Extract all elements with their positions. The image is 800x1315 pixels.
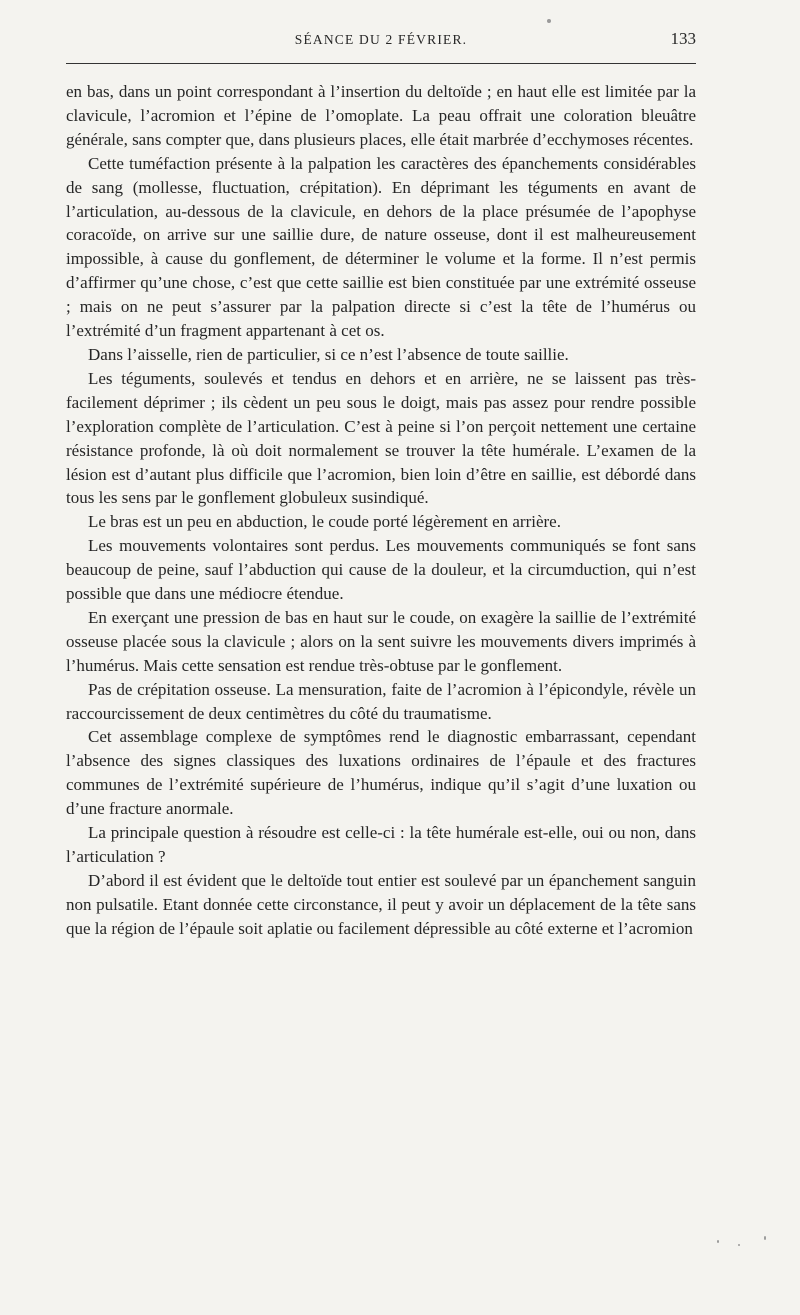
scan-speck — [738, 1244, 740, 1246]
paragraph-10: La principale question à résoudre est celle-ci : la tête humérale est-elle, oui ou non, dans l’articulation ? — [66, 823, 696, 866]
scan-speck — [717, 1240, 719, 1243]
paragraph-2: Cette tuméfaction présente à la palpation les caractères des épanchements considérables de sang (mollesse, fluctuation, crépitation). En déprimant les téguments en avant de l’articulation, au-dessous de la clavicule, en dehors de la place présumée de l’apophyse coracoïde, on arrive sur une saillie dure, de nature osseuse, dont il est malheureusement impossible, à cause du gonflement, de déterminer le volume et la forme. Il n’est permis d’affirmer qu’une chose, c’est que cette saillie est bien constituée par une extrémité osseuse ; mais on ne peut s’assurer par la palpation directe si c’est la tête de l’humérus ou l’extrémité d’un fragment appartenant à cet os. — [66, 153, 696, 341]
paragraph-6: Les mouvements volontaires sont perdus. Les mouvements communiqués se font sans beaucoup de peine, sauf l’abduction qui cause de la douleur, et la circumduction, qui n’est possible que dans une médiocre étendue. — [66, 536, 696, 604]
header-rule — [66, 63, 696, 64]
body-text — [66, 80, 696, 941]
paragraph-3: Dans l’aisselle, rien de particulier, si ce n’est l’absence de toute saillie. — [88, 344, 569, 364]
running-title: SÉANCE DU 2 FÉVRIER. — [294, 32, 468, 47]
scan-speck — [547, 19, 551, 23]
scan-speck — [764, 1236, 766, 1240]
page-header — [66, 28, 696, 58]
paragraph-8: Pas de crépitation osseuse. La mensuration, faite de l’acromion à l’épicondyle, révèle un raccourcissement de deux centimètres du côté du traumatisme. — [66, 679, 696, 723]
paragraph-7: En exerçant une pression de bas en haut sur le coude, on exagère la saillie de l’extrémité osseuse placée sous la clavicule ; alors on la sent suivre les mouvements divers imprimés à l’humérus. Mais cette sensation est rendue très-obtuse par le gonflement. — [66, 607, 696, 675]
paragraph-1: en bas, dans un point correspondant à l’insertion du deltoïde ; en haut elle est limitée par la clavicule, l’acromion et l’épine de l’omoplate. La peau offrait une coloration bleuâtre générale, sans compter que, dans plusieurs places, elle était marbrée d’ecchymoses récentes. — [66, 82, 696, 149]
page-number: 133 — [670, 29, 696, 48]
paragraph-5: Le bras est un peu en abduction, le coude porté légèrement en arrière. — [88, 512, 561, 532]
paragraph-4: Les téguments, soulevés et tendus en dehors et en arrière, ne se laissent pas très-facilement déprimer ; ils cèdent un peu sous le doigt, mais pas assez pour rendre possible l’exploration complète de l’articulation. C’est à peine si l’on perçoit nettement une certaine résistance profonde, là où doit normalement se trouver la tête humérale. L’examen de la lésion est d’autant plus difficile que l’acromion, bien loin d’être en saillie, est débordé dans tous les sens par le gonflement globuleux susindiqué. — [66, 368, 696, 508]
paragraph-11: D’abord il est évident que le deltoïde tout entier est soulevé par un épanchement sanguin non pulsatile. Etant donnée cette circonstance, il peut y avoir un déplacement de la tête sans que la région de l’épaule soit aplatie ou facilement dépressible au côté externe et l’acromion — [66, 870, 696, 938]
paragraph-9: Cet assemblage complexe de symptômes rend le diagnostic embarrassant, cependant l’absence des signes classiques des luxations ordinaires de l’épaule et des fractures communes de l’extrémité supérieure de l’humérus, indique qu’il s’agit d’une luxation ou d’une fracture anormale. — [66, 727, 696, 819]
